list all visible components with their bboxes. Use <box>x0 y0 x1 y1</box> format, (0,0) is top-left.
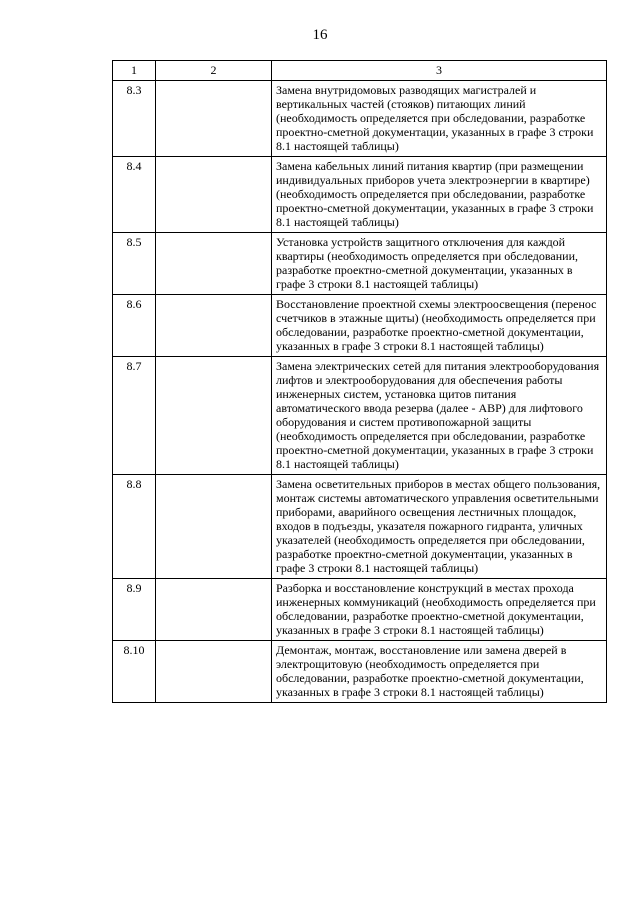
row-number: 8.10 <box>113 641 156 703</box>
row-number: 8.9 <box>113 579 156 641</box>
row-number: 8.7 <box>113 357 156 475</box>
column-header-3: 3 <box>272 61 607 81</box>
row-description: Разборка и восстановление конструкций в местах прохода инженерных коммуникаций (необходимость определяется при обследовании, разработке проектно-сметной документации, указанных в графе 3 строки 8.1 настоящей таблицы) <box>272 579 607 641</box>
row-column-2 <box>156 233 272 295</box>
table-row <box>113 233 607 295</box>
table-row <box>113 579 607 641</box>
column-header-2: 2 <box>156 61 272 81</box>
table-row <box>113 295 607 357</box>
table-row <box>113 81 607 157</box>
row-description: Восстановление проектной схемы электроосвещения (перенос счетчиков в этажные щиты) (необходимость определяется при обследовании, разработке проектно-сметной документации, указанных в графе 3 строки 8.1 настоящей таблицы) <box>272 295 607 357</box>
row-number: 8.6 <box>113 295 156 357</box>
row-number: 8.5 <box>113 233 156 295</box>
row-description: Замена внутридомовых разводящих магистралей и вертикальных частей (стояков) питающих линий (необходимость определяется при обследовании, разработке проектно-сметной документации, указанных в графе 3 строки 8.1 настоящей таблицы) <box>272 81 607 157</box>
row-description: Установка устройств защитного отключения для каждой квартиры (необходимость определяется при обследовании, разработке проектно-сметной документации, указанных в графе 3 строки 8.1 настоящей таблицы) <box>272 233 607 295</box>
row-description: Демонтаж, монтаж, восстановление или замена дверей в электрощитовую (необходимость определяется при обследовании, разработке проектно-сметной документации, указанных в графе 3 строки 8.1 настоящей таблицы) <box>272 641 607 703</box>
row-description: Замена электрических сетей для питания электрооборудования лифтов и электрооборудования для обеспечения работы инженерных систем, установка щитов питания автоматического ввода резерва (далее - АВР) для лифтового оборудования и систем противопожарной защиты (необходимость определяется при обследовании, разработке проектно-сметной документации, указанных в графе 3 строки 8.1 настоящей таблицы) <box>272 357 607 475</box>
table-row <box>113 157 607 233</box>
column-header-1: 1 <box>113 61 156 81</box>
row-column-2 <box>156 357 272 475</box>
row-number: 8.3 <box>113 81 156 157</box>
row-column-2 <box>156 641 272 703</box>
row-column-2 <box>156 157 272 233</box>
row-column-2 <box>156 295 272 357</box>
table-row <box>113 475 607 579</box>
row-column-2 <box>156 81 272 157</box>
row-column-2 <box>156 475 272 579</box>
row-description: Замена кабельных линий питания квартир (при размещении индивидуальных приборов учета электроэнергии в квартире) (необходимость определяется при обследовании, разработке проектно-сметной документации, указанных в графе 3 строки 8.1 настоящей таблицы) <box>272 157 607 233</box>
row-column-2 <box>156 579 272 641</box>
row-description: Замена осветительных приборов в местах общего пользования, монтаж системы автоматического управления осветительными приборами, аварийного освещения лестничных площадок, входов в подъезды, указателя пожарного гидранта, уличных указателей (необходимость определяется при обследовании, разработке проектно-сметной документации, указанных в графе 3 строки 8.1 настоящей таблицы) <box>272 475 607 579</box>
works-table <box>112 60 607 703</box>
table-header-row <box>113 61 607 81</box>
row-number: 8.4 <box>113 157 156 233</box>
row-number: 8.8 <box>113 475 156 579</box>
page-number: 16 <box>312 27 328 43</box>
table-row <box>113 641 607 703</box>
table-row <box>113 357 607 475</box>
